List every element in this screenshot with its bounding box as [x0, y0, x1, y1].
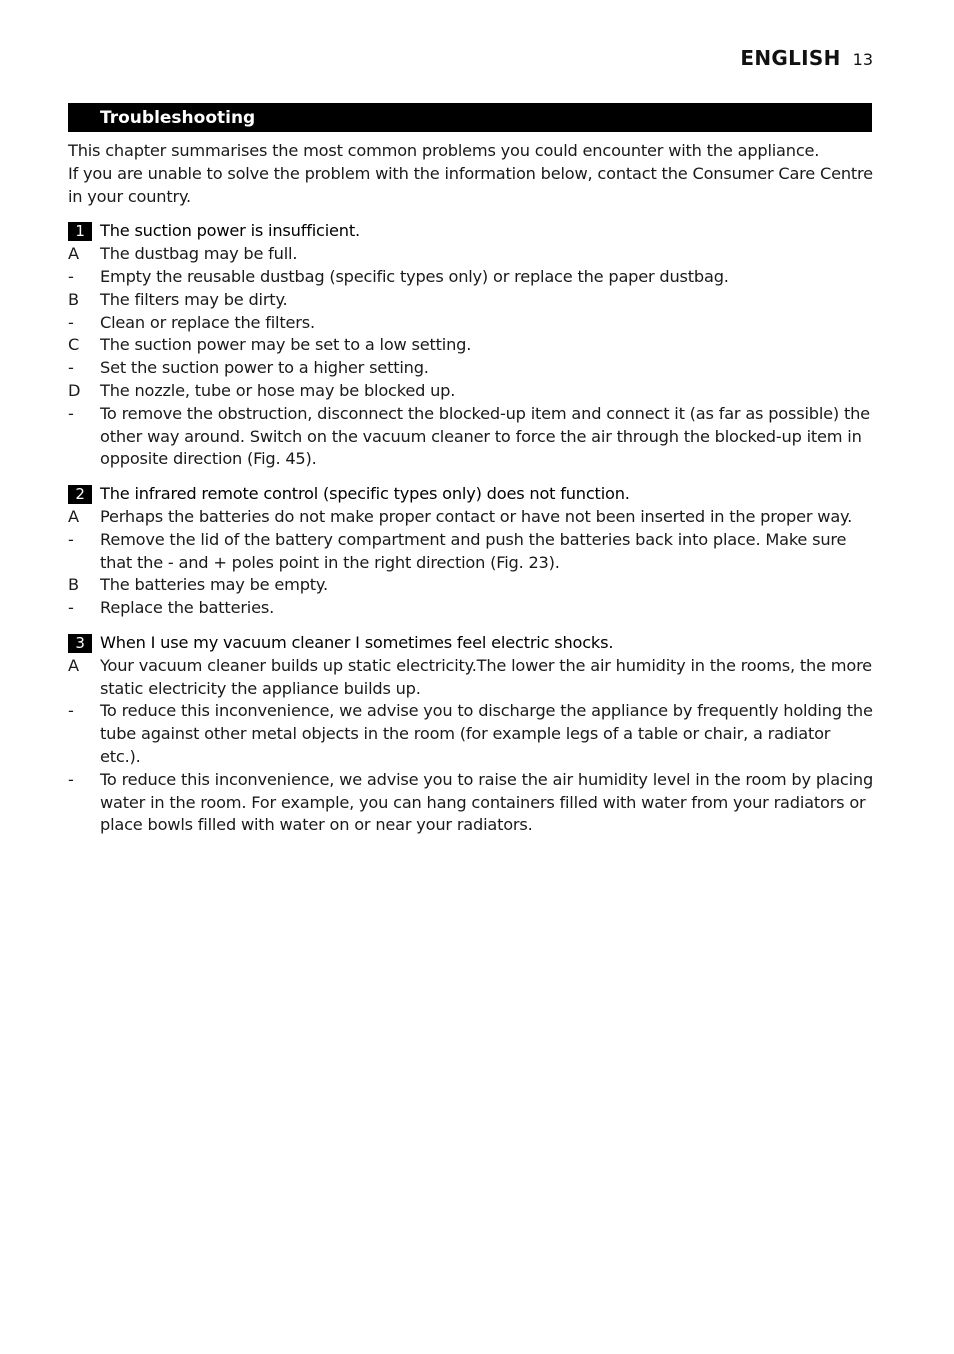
intro-paragraph: [68, 140, 874, 208]
item-marker: -: [68, 701, 74, 721]
page-number: 13: [852, 50, 873, 69]
list-item: [68, 769, 874, 837]
problem-1: [68, 220, 874, 471]
intro-line-2: If you are unable to solve the problem with the information below, contact the Consumer Care Centre in your country.: [68, 163, 873, 206]
item-text: Empty the reusable dustbag (specific types only) or replace the paper dustbag.: [100, 266, 729, 286]
item-marker: B: [68, 289, 79, 309]
item-marker: -: [68, 266, 74, 286]
item-marker: C: [68, 335, 80, 355]
item-text: The batteries may be empty.: [100, 575, 328, 595]
item-marker: -: [68, 769, 74, 789]
list-item: [68, 506, 874, 529]
list-item: [68, 334, 874, 357]
problem-title: When I use my vacuum cleaner I sometimes feel electric shocks.: [100, 632, 614, 652]
item-marker: A: [68, 506, 79, 526]
item-text: The filters may be dirty.: [100, 289, 288, 309]
item-text: Clean or replace the filters.: [100, 312, 315, 332]
intro-line-1: This chapter summarises the most common problems you could encounter with the appliance.: [68, 141, 820, 160]
list-item: [68, 312, 874, 335]
item-marker: -: [68, 312, 74, 332]
problem-heading: [68, 483, 874, 506]
item-marker: -: [68, 403, 74, 423]
list-item: [68, 380, 874, 403]
item-text: To reduce this inconvenience, we advise you to raise the air humidity level in the room by placing water in the room. For example, you can hang containers filled with water from your radiators or place bowls filled with water on or near your radiators.: [100, 769, 874, 835]
list-item: [68, 266, 874, 289]
list-item: [68, 574, 874, 597]
problem-3: [68, 632, 874, 837]
item-text: To remove the obstruction, disconnect the blocked-up item and connect it (as far as possible) the other way around. Switch on the vacuum cleaner to force the air through the blocked-up item in opposite direction (Fig. 45).: [100, 403, 870, 469]
problem-2: [68, 483, 874, 620]
item-marker: D: [68, 380, 81, 400]
problem-number-badge: 1: [68, 222, 92, 241]
item-text: Set the suction power to a higher setting.: [100, 358, 429, 378]
list-item: [68, 529, 874, 575]
item-text: The dustbag may be full.: [100, 244, 298, 264]
problem-number-badge: 3: [68, 634, 92, 653]
list-item: [68, 357, 874, 380]
item-marker: A: [68, 655, 79, 675]
item-marker: -: [68, 358, 74, 378]
problem-heading: [68, 632, 874, 655]
list-item: [68, 655, 874, 701]
item-text: To reduce this inconvenience, we advise you to discharge the appliance by frequently holding the tube against other metal objects in the room (for example legs of a table or chair, a radiator etc.).: [100, 701, 873, 766]
document-body: [68, 140, 874, 849]
problem-heading: [68, 220, 874, 243]
list-item: [68, 597, 874, 620]
item-text: Remove the lid of the battery compartment and push the batteries back into place. Make sure that the - and + poles point in the right direction (Fig. 23).: [100, 529, 847, 572]
problem-title: The suction power is insufficient.: [100, 221, 360, 241]
item-text: Perhaps the batteries do not make proper contact or have not been inserted in the proper way.: [100, 506, 853, 526]
list-item: [68, 289, 874, 312]
item-text: The nozzle, tube or hose may be blocked up.: [100, 380, 456, 400]
list-item: [68, 243, 874, 266]
list-item: [68, 700, 874, 768]
section-title: Troubleshooting: [100, 107, 256, 128]
item-text: Your vacuum cleaner builds up static electricity.The lower the air humidity in the rooms, the more static electricity the appliance builds up.: [100, 655, 872, 698]
problem-title: The infrared remote control (specific types only) does not function.: [100, 484, 630, 504]
page-header: [740, 46, 873, 70]
item-marker: A: [68, 244, 79, 264]
section-heading-bar: [68, 103, 872, 132]
list-item: [68, 403, 874, 471]
item-marker: B: [68, 575, 79, 595]
problem-number-badge: 2: [68, 485, 92, 504]
item-marker: -: [68, 598, 74, 618]
item-text: Replace the batteries.: [100, 598, 275, 618]
item-text: The suction power may be set to a low setting.: [100, 335, 472, 355]
language-label: ENGLISH: [740, 46, 841, 70]
item-marker: -: [68, 529, 74, 549]
